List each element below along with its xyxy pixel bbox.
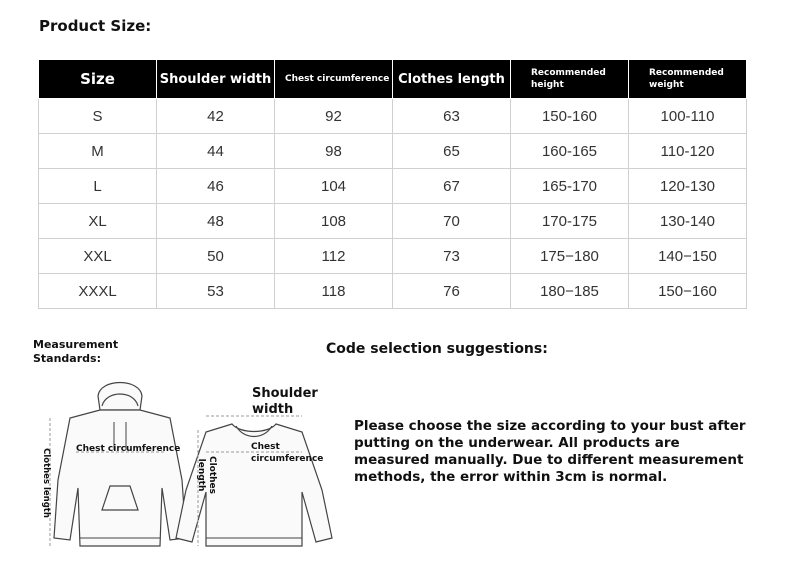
cell-height: 165-170 bbox=[511, 169, 629, 204]
cell-length: 76 bbox=[393, 274, 511, 309]
cell-height: 160-165 bbox=[511, 134, 629, 169]
sweater-shoulder-label: Shoulder width bbox=[252, 386, 318, 417]
header-size: Size bbox=[39, 60, 157, 99]
cell-size: M bbox=[39, 134, 157, 169]
size-advice-text: Please choose the size according to your bust after putting on the underwear. All products are measured manually. Due to different measurement methods, the error within 3cm is normal. bbox=[354, 418, 746, 485]
size-table bbox=[38, 59, 747, 309]
header-recommended-weight: Recommended weight bbox=[629, 60, 747, 99]
sweater-length-label: Clothes length bbox=[196, 455, 217, 495]
cell-length: 73 bbox=[393, 239, 511, 274]
cell-weight: 130-140 bbox=[629, 204, 747, 239]
cell-height: 180−185 bbox=[511, 274, 629, 309]
cell-shoulder: 42 bbox=[157, 99, 275, 134]
table-row bbox=[39, 169, 747, 204]
header-recommended-height: Recommended height bbox=[511, 60, 629, 99]
header-clothes-length: Clothes length bbox=[393, 60, 511, 99]
cell-chest: 118 bbox=[275, 274, 393, 309]
header-chest-circumference: Chest circumference bbox=[275, 60, 393, 99]
header-shoulder-width: Shoulder width bbox=[157, 60, 275, 99]
cell-length: 65 bbox=[393, 134, 511, 169]
cell-weight: 150−160 bbox=[629, 274, 747, 309]
cell-shoulder: 46 bbox=[157, 169, 275, 204]
cell-chest: 108 bbox=[275, 204, 393, 239]
cell-chest: 104 bbox=[275, 169, 393, 204]
cell-shoulder: 50 bbox=[157, 239, 275, 274]
cell-height: 170-175 bbox=[511, 204, 629, 239]
cell-shoulder: 53 bbox=[157, 274, 275, 309]
cell-shoulder: 48 bbox=[157, 204, 275, 239]
table-row bbox=[39, 134, 747, 169]
table-row bbox=[39, 204, 747, 239]
cell-chest: 92 bbox=[275, 99, 393, 134]
cell-weight: 110-120 bbox=[629, 134, 747, 169]
table-row bbox=[39, 239, 747, 274]
cell-height: 150-160 bbox=[511, 99, 629, 134]
cell-size: XL bbox=[39, 204, 157, 239]
hoodie-length-label: Clothes length bbox=[41, 448, 51, 518]
cell-chest: 98 bbox=[275, 134, 393, 169]
cell-length: 67 bbox=[393, 169, 511, 204]
cell-weight: 140−150 bbox=[629, 239, 747, 274]
cell-size: S bbox=[39, 99, 157, 134]
cell-shoulder: 44 bbox=[157, 134, 275, 169]
cell-size: L bbox=[39, 169, 157, 204]
table-header-row bbox=[39, 60, 747, 99]
cell-length: 63 bbox=[393, 99, 511, 134]
cell-size: XXXL bbox=[39, 274, 157, 309]
cell-weight: 100-110 bbox=[629, 99, 747, 134]
cell-height: 175−180 bbox=[511, 239, 629, 274]
hoodie-chest-label: Chest circumference bbox=[76, 444, 181, 454]
sweater-chest-label: Chest circumference bbox=[251, 442, 324, 464]
measurement-standards-title: Measurement Standards: bbox=[33, 338, 119, 365]
cell-size: XXL bbox=[39, 239, 157, 274]
page-title: Product Size: bbox=[39, 17, 152, 35]
cell-length: 70 bbox=[393, 204, 511, 239]
cell-weight: 120-130 bbox=[629, 169, 747, 204]
table-row bbox=[39, 274, 747, 309]
cell-chest: 112 bbox=[275, 239, 393, 274]
table-row bbox=[39, 99, 747, 134]
code-selection-title: Code selection suggestions: bbox=[326, 341, 548, 357]
hoodie-drawing bbox=[54, 383, 186, 547]
